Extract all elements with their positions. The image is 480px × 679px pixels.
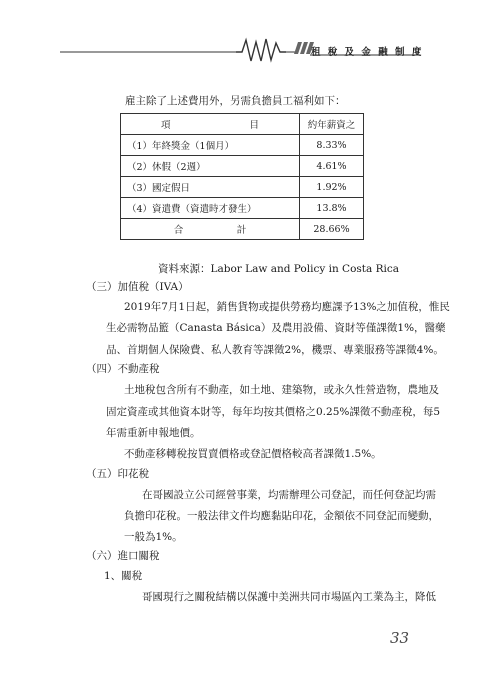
table-row	[121, 177, 364, 198]
table-cell-value: 1.92%	[300, 177, 364, 198]
page-number: 33	[390, 629, 410, 647]
table-source: 資料來源：Labor Law and Policy in Costa Rica	[158, 263, 400, 275]
table-total-label: 合 計	[121, 219, 300, 240]
paragraph-line: 生必需物品籃（Canasta Básica）及農用設備、資財等僅課徵1%，醫藥	[106, 322, 446, 334]
header-title: 租 稅 及 金 融 制 度	[311, 47, 424, 58]
paragraph-line: 負擔印花稅。一般法律文件均應黏貼印花，金額依不同登記而變動，	[124, 510, 439, 522]
paragraph-line: 在哥國設立公司經營事業，均需辦理公司登記，而任何登記均需	[142, 489, 436, 501]
table-cell-item: （2）休假（2週）	[121, 156, 300, 177]
table-header-value: 約年薪資之	[300, 114, 364, 135]
paragraph-line: 年需重新申報地價。	[106, 427, 201, 439]
table-header-row	[121, 114, 364, 135]
table-cell-item: （4）資遣費（資遣時才發生）	[121, 198, 300, 219]
section-heading-iva: （三）加值稅（IVA）	[86, 281, 189, 293]
paragraph-line: 品、首期個人保險費、私人教育等課徵2%，機票、專業服務等課徵4%。	[106, 344, 444, 356]
table-row	[121, 156, 364, 177]
table-total-row	[121, 219, 364, 240]
table-header-item: 項 目	[121, 114, 300, 135]
table-cell-item: （1）年終獎金（1個月）	[121, 135, 300, 156]
section-heading-import: （六）進口關稅	[86, 550, 160, 562]
subheading-tariff: 1、關稅	[104, 570, 143, 582]
paragraph-line: 哥國現行之關稅結構以保護中美洲共同市場區內工業為主，降低	[142, 591, 436, 603]
paragraph-line: 一般為1%。	[124, 531, 183, 543]
section-heading-property: （四）不動產稅	[86, 363, 160, 375]
table-cell-item: （3）國定假日	[121, 177, 300, 198]
table-cell-value: 4.61%	[300, 156, 364, 177]
table-cell-value: 8.33%	[300, 135, 364, 156]
table-row	[121, 198, 364, 219]
section-heading-stamp: （五）印花稅	[86, 468, 149, 480]
table-row	[121, 135, 364, 156]
paragraph-line: 固定資產或其他資本財等，每年均按其價格之0.25%課徵不動產稅，每5	[106, 406, 441, 418]
table-cell-value: 13.8%	[300, 198, 364, 219]
paragraph-line: 土地稅包含所有不動產，如土地、建築物，或永久性營造物，農地及	[124, 384, 439, 396]
paragraph-line: 不動產移轉稅按買賣價格或登記價格較高者課徵1.5%。	[124, 448, 382, 460]
table-total-value: 28.66%	[300, 219, 364, 240]
intro-line: 雇主除了上述費用外，另需負擔員工福利如下：	[125, 95, 346, 107]
paragraph-line: 2019年7月1日起，銷售貨物或提供勞務均應課予13%之加值稅，惟民	[124, 301, 450, 313]
benefits-table	[120, 113, 364, 240]
